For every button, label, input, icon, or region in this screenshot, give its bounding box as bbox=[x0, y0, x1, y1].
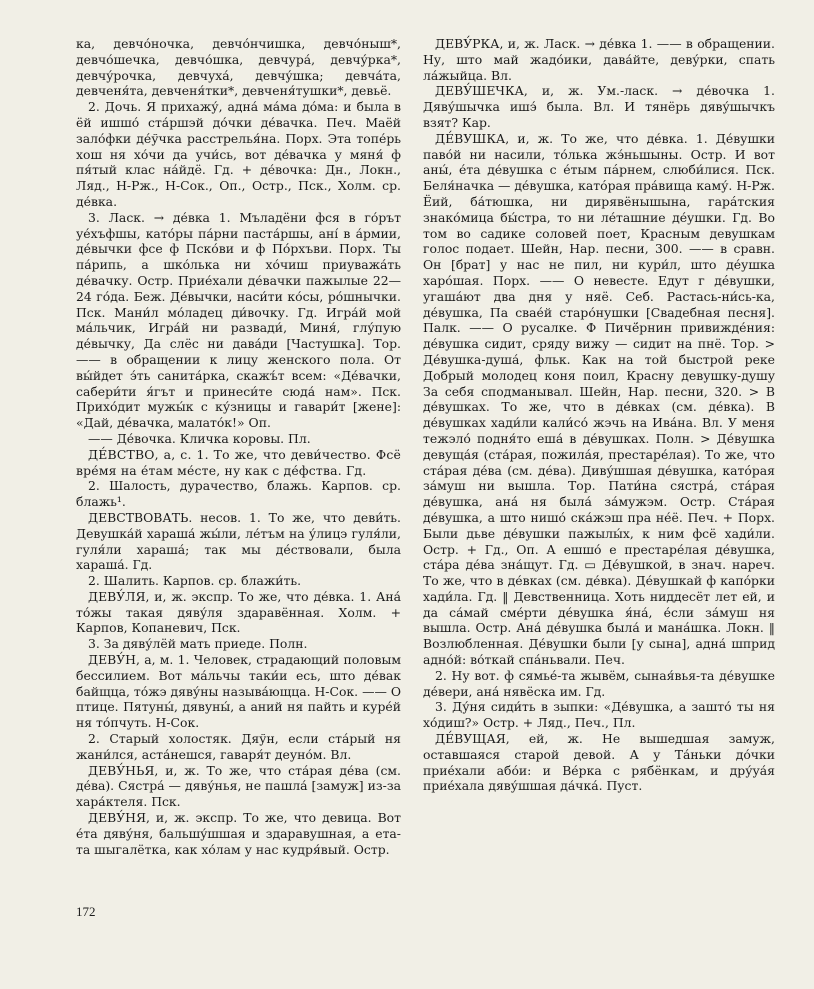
left-entry-2: 3. Ласк. → де́вка 1. Мъладёни фся в го́рът уе́хъфшы, като́ры па́рни паста́ршы, ані́ в а́рмии, де́вычки фсе ф Пско́ви и ф По́рхъви. Порх. Ты па́рипь, а шко́лька ни хо́чиш приуважа́ть де́вачку. Остр. Прие́хали де́вачки пажылые 22—24 го́да. Беж. Де́вычки, наси́ти ко́сы, ро́шнычки. Пск. Мани́л мо́ладец ди́вочку. Гд. Игра́й мой ма́льчик, Игра́й ни развади́, Миня́, глу́пую де́вычку, Да слёс ни дава́ди [Частушка]. Тор. —— в обращении к лицу женского пола. От вы́йдет э́ть санита́рка, скажъ́т всем: «Де́вачки, сабери́ти я́гът и принеси́те сюда́ нам». Пск. Прихо́дит мужы́к с ку́зницы и гавари́т [жене]: «Дай, де́вачка, малато́к!» Оп. bbox=[76, 209, 401, 431]
left-entry-9: 3. За дяву́лёй мать приеде. Полн. bbox=[88, 636, 308, 652]
left-entry-4: ДЕ́ВСТВО, а, с. 1. То же, что деви́чество. Фсё вре́мя на е́там ме́сте, ну как с де́фства. Гд. bbox=[76, 446, 401, 478]
left-entry-6: ДЕВСТВОВАТЬ. несов. 1. То же, что деви́ть. Девушка́й хараша́ жы́ли, ле́тъм на у́лицэ гуля́ли, гуля́ли хараша́; так мы де́ствовали, была хараша́. Гд. bbox=[76, 509, 401, 573]
page-number: 172 bbox=[76, 904, 96, 919]
right-entry-3: 2. Ну вот. ф сямье́-та жывём, сыная́вья-та де́вушке де́вери, ана́ нявёска им. Гд. bbox=[423, 667, 775, 699]
right-entry-4: 3. Ду́ня сиди́ть в зыпки: «Де́вушка, а зашто́ ты ня хо́диш?» Остр. + Ляд., Печ., Пл. bbox=[423, 699, 775, 731]
left-entry-13: ДЕВУ́НЯ, и, ж. экспр. То же, что девица. Вот е́та дяву́ня, бальшу́шшая и здаравушная, а ета-та шыгалётка, как хо́лам у нас кудря́вый. Остр. bbox=[76, 810, 401, 857]
left-entry-8: ДЕВУ́ЛЯ, и, ж. экспр. То же, что де́вка. 1. Ана́ то́жы такая дяву́ля здаравённая. Холм. + Карпов, Копаневич, Пск. bbox=[76, 588, 401, 636]
left-entry-11: 2. Старый холостяк. Дяўн, если ста́рый ня жани́лся, аста́нешся, гаваря́т деуно́м. Вл. bbox=[76, 731, 401, 762]
left-column bbox=[76, 36, 401, 857]
left-entry-7: 2. Шалить. Карпов. ср. блажи́ть. bbox=[88, 573, 302, 589]
right-entry-1: ДЕВУ́ШЕЧКА, и, ж. Ум.-ласк. → де́вочка 1. Дяву́шычка ишэ́ была. Вл. И тянёрь дяву́шычкъ взят? Кар. bbox=[423, 83, 775, 130]
right-entry-2: ДЕ́ВУШКА, и, ж. То же, что де́вка. 1. Де́вушки паво́й ни насили, то́лька жэ́ньшыны. Остр. И вот аны́, е́та де́вушка с е́тым пáрнем, слюби́лися. Пск. Беля́начка — де́вушка, катóрая пра́вища каму́. Н-Рж. Ёий, ба́тюшка, ни дирявёнышына, гарáтския знако́мица бы́стра, то ни ле́ташние де́ушки. Гд. Во том во садике соловей поет, Красным девушкам голос подает. Шейн, Нар. песни, 300. —— в сравн. Он [брат] у нас не пил, ни кури́л, што де́ушка харо́шая. Порх. —— О невесте. Едут г дéвушки, угаша́ют два дня у няё. Себ. Растась-ни́сь-ка, де́вушка, Па свае́й старо́нушки [Свадебная песня]. Палк. —— О русалке. Ф Пичё́рнин привижде́ния: де́вушка сидит, сряду вижу — сидит на пнё. Тор. > Де́вушка-душа́, фльк. Как на той быстрой реке Добрый молодец коня поил, Красну девушку-душу За себя сподманывал. Шейн, Нар. песни, 320. > В де́вушках. То же, что в де́вках (см. де́вка). В де́вушках хади́ли кали́со́ жэчь на Ива́на. Вл. У меня тежэло́ подня́то еша́ в де́вушках. Полн. > Де́вушка девуща́я (ста́рая, пожила́я, престаре́лая). То же, что ста́рая де́ва (см. де́ва). Диву́шшая де́вушка, катóрая за́муш ни вышла. Тор. Пати́на сястра́, ста́рая де́вушка, ана́ ня была́ за́мужэм. Остр. Ста́рая де́вушка, а што нишо́ ска́жэш пра не́ё. Печ. + Порх. Были дьве де́вушки пажылы́х, к ним фсё хади́ли. Остр. + Гд., Оп. А ешшо́ е престаре́лая де́вушка, ста́ра де́ва зна́щут. Гд. ▭ Де́вушкой, в знач. нареч. То же, что в де́вках (см. де́вка). Де́вушкай ф капо́рки хади́ла. Гд. ‖ Девственница. Хоть ниддесёт лет ей, и да са́май сме́рти де́вушка я́на́, е́сли за́муш ня вышла. Остр. Ана́ де́вушка была́ и мана́шка. Локн. ‖ Возлюбленная. Де́вушки были [у сына], адна́ шприд адно́й: во́ткай спа́ньвали. Печ. bbox=[423, 130, 775, 668]
left-entry-0: ка, девчо́ночка, девчо́нчишка, девчо́ныш*, девчо́шечка, девчо́шка, девчура́, девчу́рка*, девчу́рочка, девчуха́, девчу́шка; девча́та, девченя́та, девченя́тки*, девченя́тушки*, девьё. bbox=[76, 36, 401, 99]
left-entry-12: ДЕВУ́НЬЯ, и, ж. То же, что ста́рая де́ва (см. де́ва). Сястра́ — дяву́нья, не пашла́ [замуж] из-за хара́ктеля. Пск. bbox=[76, 762, 401, 810]
left-entry-10: ДЕВУ́Н, а, м. 1. Человек, страдающий половым бессилием. Вот ма́льчы таки́и есь, што де́вак байщца, то́жэ дяву́ны называ́ющца. Н-Сок. —— О птице. Пятуны́, дявуны́, а аний ня пайть и куре́й ня то́пчуть. Н-Сок. bbox=[76, 652, 401, 731]
right-column bbox=[423, 36, 775, 794]
right-entry-0: ДЕВУ́РКА, и, ж. Ласк. → де́вка 1. —— в обращении. Ну, што май жадо́ики, дава́йте, деву́рки, спать ла́жыйца. Вл. bbox=[423, 36, 775, 83]
left-entry-5: 2. Шалость, дурачество, блажь. Карпов. ср. блажь¹. bbox=[76, 478, 401, 510]
left-entry-1: 2. Дочь. Я прихажу́, адна́ ма́ма до́ма: и была в ёй ишшо́ ста́ршэй до́чки де́вачка. Печ. Маёй зало́фки де́ўчка расстрелья́на. Порх. Эта топе́рь хош ня хо́чи да учи́сь, вот де́вачка у мяня́ ф пя́тый клас на́йдё. Гд. + де́вочка: Дн., Локн., Ляд., Н-Рж., Н-Сок., Оп., Остр., Пск., Холм. ср. де́вка. bbox=[76, 99, 401, 209]
right-entry-5: ДЕ́ВУЩАЯ, ей, ж. Не вышедшая замуж, оставшаяся старой девой. А у Та́ньки до́чки прие́хали або́и: и Ве́рка с рябёнкам, и дру́уа́я прие́хала дяву́шшая да́чка́. Пуст. bbox=[423, 731, 775, 794]
left-entry-3: —— Де́вочка. Кличка коровы. Пл. bbox=[88, 430, 311, 446]
